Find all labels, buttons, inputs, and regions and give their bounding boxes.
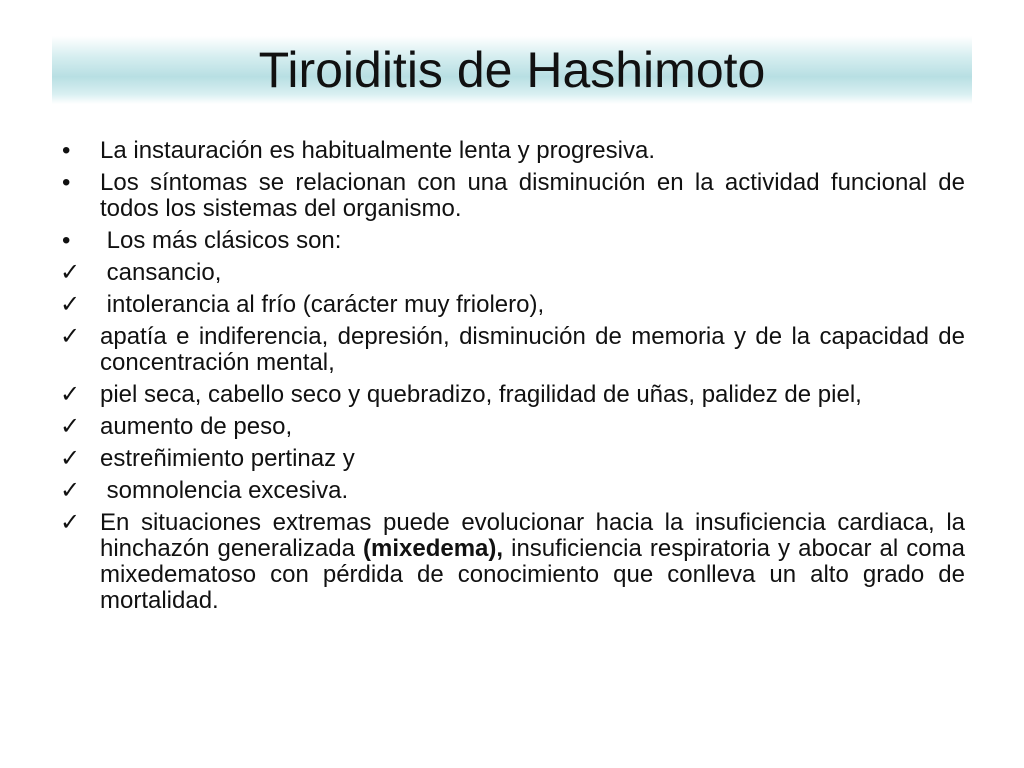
checkmark-icon: ✓ [60,477,81,504]
bullet-icon: • [62,227,71,254]
checkmark-icon: ✓ [60,509,81,536]
list-item [60,228,965,254]
checkmark-icon: ✓ [60,323,81,350]
list-item-text: piel seca, cabello seco y quebradizo, fragilidad de uñas, palidez de piel, [100,381,862,408]
list-item-text [100,510,965,614]
list-item-text: estreñimiento pertinaz y [100,445,355,472]
checkmark-icon: ✓ [60,445,81,472]
list-item-text: intolerancia al frío (carácter muy friolero), [100,291,545,318]
list-item-text: cansancio, [100,259,222,286]
list-item-text: La instauración es habitualmente lenta y progresiva. [100,137,655,164]
list-item [60,414,965,440]
list-item [60,382,965,408]
list-item [60,260,965,286]
list-item-text: Los más clásicos son: [100,227,342,254]
list-item-text: apatía e indiferencia, depresión, disminución de memoria y de la capacidad de concentración mental, [100,323,965,376]
list-item [60,170,965,222]
text-segment: En situaciones extremas puede evolucionar hacia la insuficiencia cardiaca, la hinchazón generalizada [100,509,965,562]
content-list [60,138,965,620]
list-item-text: somnolencia excesiva. [100,477,349,504]
checkmark-icon: ✓ [60,259,81,286]
list-item [60,510,965,614]
list-item [60,324,965,376]
list-item-text: Los síntomas se relacionan con una disminución en la actividad funcional de todos los sistemas del organismo. [100,169,965,222]
bullet-icon: • [62,169,71,196]
list-item [60,138,965,164]
checkmark-icon: ✓ [60,381,81,408]
list-item [60,478,965,504]
slide-title: Tiroiditis de Hashimoto [258,42,766,98]
list-item-text: aumento de peso, [100,413,293,440]
checkmark-icon: ✓ [60,291,81,318]
bullet-icon: • [62,137,71,164]
list-item [60,446,965,472]
list-item [60,292,965,318]
text-segment: insuficiencia respiratoria y abocar al coma mixedematoso con pérdida de conocimiento que conlleva un alto grado de mortalidad. [100,535,965,614]
checkmark-icon: ✓ [60,413,81,440]
bold-term: (mixedema), [363,535,504,562]
